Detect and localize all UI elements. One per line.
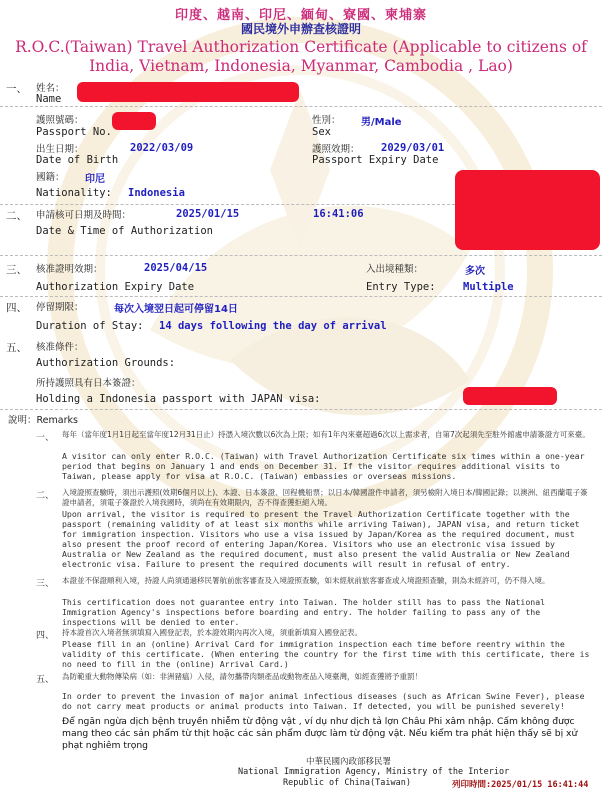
sex-label-en: Sex [312, 126, 331, 138]
section-1-number: 一、 [6, 83, 27, 95]
passport-no-label-en: Passport No. [36, 126, 112, 138]
remark-3-zh: 本證並不保證順利入境，持證人尚須通過移民署航前旅客審查及入境證照查驗，如未經航前旅客審查或入境證照查驗，則為未經許可，仍不得入境。 [62, 576, 550, 585]
remark-1-zh: 每年（當年度1月1日起至當年度12月31日止）持憑入境次數以6次為上限；如有1年內來臺超過6次以上需求者，自第7次起須先至駐外館處申請簽證方可來臺。 [62, 430, 590, 439]
stay-value-en: 14 days following the day of arrival [159, 320, 387, 332]
remark-4-en: Please fill in an (online) Arrival Card for immigration inspection each time before reentry within the validity of this certificate. (When entering the country for the first time with this certificate, there is no need to fill in the (online) Arrival Card.) [62, 639, 590, 669]
entry-type-value-en: Multiple [463, 281, 514, 293]
passport-expiry-label-en: Passport Expiry Date [312, 154, 439, 166]
redacted-name [77, 82, 299, 102]
remark-2-zh: 入境證照查驗時，須出示護照(效期6個月以上)、本證、日本簽證、回程機船票；以日本/韓國證件申請者，須另檢附入境日本/韓國記錄；以澳洲、紐西蘭電子簽證申請者，須電子簽證於入境我國時，須尚在有效期限內，否不得查獲拒絕入境。 [62, 488, 588, 507]
dob-label-zh: 出生日期： [36, 144, 84, 155]
name-label-en: Name [36, 93, 62, 105]
grounds-label-en: Authorization Grounds: [36, 357, 176, 369]
redacted-passport-no [112, 112, 156, 130]
entry-type-label-en: Entry Type: [366, 281, 436, 293]
apply-time-value: 16:41:06 [313, 208, 364, 220]
sex-label-zh: 性別： [312, 115, 341, 126]
passport-expiry-label-zh: 護照效期： [312, 144, 360, 155]
nationality-value-en: Indonesia [128, 187, 185, 199]
remark-2-en: Upon arrival, the visitor is required to present the Travel Authorization Certificate together with the passport (remaining validity of at least six months while arriving Taiwan), JAPAN visa, and return ticket for immigration inspection. Visitors who use a visa issued by Japan/Korea as the required document, must also present the proof record of entering Japan/Korea. Visitors who use an electronic visa issued by Australia or New Zealand as the required document, must also present the valid Australia or New Zealand electronic visa. Failure to present the required documents will result in refusal of entry. [62, 509, 580, 569]
redacted-visa [463, 387, 557, 405]
agency-en-line1: National Immigration Agency, Ministry of the Interior [238, 767, 510, 777]
apply-time-label-en: Date & Time of Authorization [36, 225, 214, 237]
agency-en-line2: Republic of China(Taiwan) [283, 778, 411, 788]
title-cert-zh: 國民境外申辦查核證明 [240, 22, 361, 36]
name-label-zh: 姓名： [36, 83, 65, 94]
remarks-label: 說明：Remarks [8, 415, 78, 426]
section-4-number: 四、 [6, 302, 27, 314]
grounds-line-en: Holding a Indonesia passport with JAPAN visa: [36, 393, 321, 405]
expiry-label-en: Authorization Expiry Date [36, 281, 195, 293]
remark-4-number: 四、 [36, 631, 55, 641]
print-time: 列印時間:2025/01/15 16:41:44 [452, 780, 589, 790]
grounds-line-zh: 所持護照具有日本簽證： [36, 378, 141, 389]
sex-value: 男/Male [361, 117, 402, 128]
remark-1-number: 一、 [36, 433, 55, 443]
stay-value-zh: 每次入境翌日起可停留14日 [114, 304, 238, 315]
agency-zh: 中華民國內政部移民署 [306, 757, 392, 767]
expiry-label-zh: 核准證明效期： [36, 264, 103, 275]
entry-type-label-zh: 入出境種類： [366, 264, 424, 275]
nationality-label-zh: 國籍： [36, 172, 65, 183]
grounds-label-zh: 核准條件： [36, 342, 84, 353]
passport-expiry-value: 2029/03/01 [381, 142, 445, 154]
remark-3-en: This certification does not guarantee entry into Taiwan. The holder still has to pass the National Immigration Agency's inspections before boarding and entry. The holder failing to pass any of the inspections will be denied to enter. [62, 597, 546, 627]
remark-1-en: A visitor can only enter R.O.C. (Taiwan) with Travel Authorization Certificate six times within a one-year period that begins on January 1 and ends on December 31. If the visitor requires additional visits to Taiwan, please apply for visa at R.O.C. (Taiwan) embassies or overseas missions. [62, 451, 585, 481]
title-en: R.O.C.(Taiwan) Travel Authorization Certificate (Applicable to citizens of India, Vietnam, Indonesia, Myanmar, Cambodia , Lao) [15, 38, 587, 75]
passport-no-label-zh: 護照號碼： [36, 115, 84, 126]
expiry-value: 2025/04/15 [144, 262, 208, 274]
dob-label-en: Date of Birth [36, 154, 119, 166]
redacted-photo [455, 170, 600, 250]
remark-4-zh: 持本證首次入境者無須填寫入國登記表，於本證效期內再次入境，須重新填寫入國登記表。 [62, 628, 362, 637]
title-countries-zh: 印度、越南、印尼、緬甸、寮國、柬埔寨 [174, 8, 427, 23]
remark-5-number: 五、 [36, 675, 55, 685]
remark-2-number: 二、 [36, 491, 55, 501]
remark-5-vi: Để ngăn ngừa dịch bệnh truyền nhiễm từ động vật , ví dụ như dịch tả lợn Châu Phi xâm nhập. Cấm không được mang theo các sản phẩm từ thịt hoặc các sản phẩm được làm từ động vật. Nếu kiểm tra phát hiện thấy sẽ bị xử phạt nghiêm trọng [62, 716, 578, 751]
dob-value: 2022/03/09 [130, 142, 194, 154]
remark-5-zh: 為防範重大動物傳染病（如：非洲豬瘟）入侵，請勿攜帶肉類產品或動物產品入境臺灣，如經查獲將予重罰！ [62, 672, 422, 681]
apply-time-label-zh: 申請核可日期及時間： [36, 210, 132, 221]
entry-type-value-zh: 多次 [465, 266, 485, 277]
remark-3-number: 三、 [36, 579, 55, 589]
apply-date-value: 2025/01/15 [176, 208, 240, 220]
stay-label-en: Duration of Stay: [36, 320, 144, 332]
nationality-value-zh: 印尼 [85, 174, 105, 185]
section-3-number: 三、 [6, 264, 27, 276]
section-2-number: 二、 [6, 210, 27, 222]
stay-label-zh: 停留期限： [36, 302, 84, 313]
section-5-number: 五、 [6, 342, 27, 354]
nationality-label-en: Nationality: [36, 187, 112, 199]
remark-5-en: In order to prevent the invasion of major animal infectious diseases (such as African Swine Fever), please do not carry meat products or animal products into Taiwan. If detected, you will be punished severely! [62, 691, 585, 711]
